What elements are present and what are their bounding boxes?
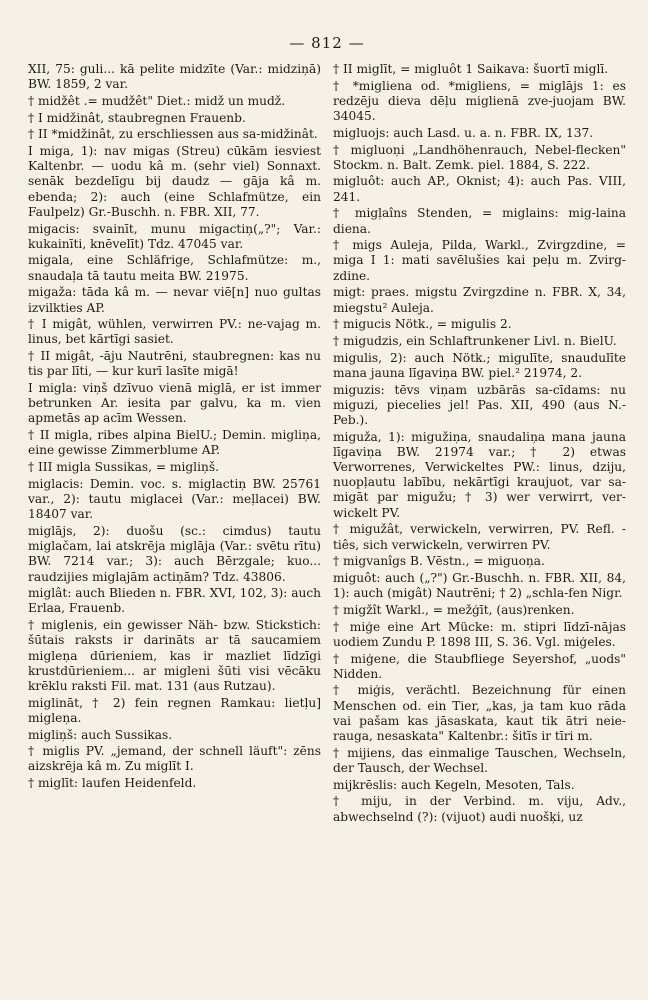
dictionary-entry: migaža: tāda kâ m. — nevar viē[n] nuo gultas izvilkties AP.: [28, 285, 321, 315]
dictionary-entry: † miju, in der Verbind. m. viju, Adv., abwechselnd (?): (vijuot) audi nuošķi, uz: [333, 794, 626, 824]
dictionary-entry: † miģene, die Staubfliege Seyershof, „uods" Nidden.: [333, 651, 626, 681]
dictionary-entry: mijkrēslis: auch Kegeln, Mesoten, Tals.: [333, 777, 575, 792]
dictionary-entry: † II *midžinât, zu erschliessen aus sa-midžinât.: [28, 127, 318, 142]
columns: [28, 62, 626, 826]
right-column: [333, 62, 626, 826]
dictionary-entry: migt: praes. migstu Zvirgzdine n. FBR. X, 34, miegstu² Auleja.: [333, 285, 626, 315]
dictionary-entry: miglināt, † 2) fein regnen Ramkau: lietļu] migleņa.: [28, 695, 321, 725]
dictionary-entry: † migužât, verwickeln, verwirren, PV. Refl. -tiês, sich verwickeln, verwirren PV.: [333, 522, 626, 552]
dictionary-entry: migliņš: auch Sussikas.: [28, 727, 173, 742]
dictionary-entry: † migs Auleja, Pilda, Warkl., Zvirgzdine, = miga I 1: mati savēlušies kai peļu m. Zvirg-zdine.: [333, 238, 626, 283]
dictionary-entry: miguzis: tēvs viņam uzbārās sa-cīdams: nu miguzi, piecelies jel! Pas. XII, 490 (aus N.-Peb.).: [333, 382, 626, 427]
dictionary-entry: † II migla, ribes alpina BielU.; Demin. migliņa, eine gewisse Zimmerblume AP.: [28, 428, 321, 458]
dictionary-entry: migluôt: auch AP., Oknist; 4): auch Pas. VIII, 241.: [333, 174, 626, 204]
dictionary-entry: † migvanîgs B. Vēstn., = miguoņa.: [333, 554, 545, 569]
dictionary-entry: miglât: auch Blieden n. FBR. XVI, 102, 3): auch Erlaa, Frauenb.: [28, 586, 321, 616]
dictionary-entry: † miģe eine Art Mücke: m. stipri līdzī-nājas uodiem Zundu P. 1898 III, S. 36. Vgl. miģeles.: [333, 619, 626, 649]
dictionary-entry: † migluoņi „Landhöhenrauch, Nebel-flecken" Stockm. n. Balt. Zemk. piel. 1884, S. 222.: [333, 142, 626, 172]
dictionary-entry: migala, eine Schläfrige, Schlafmütze: m., snaudaļa tā tautu meita BW. 21975.: [28, 253, 321, 283]
dictionary-entry: † III migla Sussikas, = migliņš.: [28, 460, 219, 475]
dictionary-entry: † migucis Nötk., = migulis 2.: [333, 317, 512, 332]
dictionary-entry: † *migliena od. *migliens, = miglājs 1: es redzēju dieva dēļu miglienā zve-juojam BW. 34045.: [333, 78, 626, 124]
dictionary-entry: † I migât, wühlen, verwirren PV.: ne-vajag m. linus, bet kārtīgi sasiet.: [28, 317, 321, 347]
dictionary-entry: † miģis, verächtl. Bezeichnung für einen Menschen od. ein Tier, „kas, ja tam kuo rāda vai pašam kas jāsaskata, kaut tik ātri neie-rauga, nesaskata" Kaltenbr.: šitīs ir tīri m.: [333, 683, 626, 744]
dictionary-entry: † II migât, -āju Nautrēni, staubregnen: kas nu tis par līti, — kur kurī lasīte migā!: [28, 349, 321, 379]
dictionary-entry: † miglīt: laufen Heidenfeld.: [28, 776, 197, 791]
dictionary-entry: migluojs: auch Lasd. u. a. n. FBR. IX, 137.: [333, 125, 594, 140]
dictionary-entry: miguôt: auch („?") Gr.-Buschh. n. FBR. XII, 84, 1): auch (migât) Nautrēni; † 2) „schla-fen Nigr.: [333, 571, 626, 601]
dictionary-entry: † I midžinât, staubregnen Frauenb.: [28, 110, 246, 125]
left-column: [28, 62, 321, 826]
dictionary-entry: † migžît Warkl., = mežģīt, (aus)renken.: [333, 602, 575, 617]
dictionary-entry: † migudzis, ein Schlaftrunkener Livl. n. BielU.: [333, 333, 617, 348]
dictionary-entry: † II miglīt, = migluôt 1 Saikava: šuortī miglī.: [333, 62, 609, 76]
dictionary-entry: † miglenis, ein gewisser Näh- bzw. Stickstich: šūtais raksts ir darināts ar tā saucamiem migleņa dūrieniem, kas ir mazliet līdzīgi krustdūrieniem... ar migleni šūti visi vēcāku krēklu raksti Fil. mat. 131 (aus Rutzau).: [28, 618, 321, 693]
dictionary-entry: miglacis: Demin. voc. s. miglactiņ BW. 25761 var., 2): tautu miglacei (Var.: meļlacei) BW. 18407 var.: [28, 476, 321, 522]
dictionary-entry: miguža, 1): migužiņa, snaudaliņa mana jauna līgaviņa BW. 21974 var.; † 2) etwas Verworrenes, Verwickeltes PW.: linus, dziju, nuopļautu labību, nekārtīgi kraujuot, var sa-migāt par migužu; † 3) wer verwirrt, ver-wickelt PV.: [333, 429, 626, 520]
dictionary-entry: I migla: viņš dzīvuo vienā miglā, er ist immer betrunken Ar. iesita par galvu, ka m. vien apmetās ap acīm Wessen.: [28, 381, 321, 426]
dictionary-entry: miglājs, 2): duošu (sc.: cimdus) tautu miglačam, lai atskrēja miglāja (Var.: svētu rītu) BW. 7214 var.; 3): auch Bērzgale; kuo... raudzijies miglajām actiņām? Tdz. 43806.: [28, 523, 321, 584]
dictionary-entry: † mijiens, das einmalige Tauschen, Wechseln, der Tausch, der Wechsel.: [333, 745, 626, 775]
dictionary-entry: † migļaîns Stenden, = miglains: mig-laina diena.: [333, 206, 626, 236]
page-number: — 812 —: [289, 34, 365, 52]
dictionary-entry: XII, 75: guli... kā pelite midzīte (Var.: midziņā) BW. 1859, 2 var.: [28, 62, 321, 92]
dictionary-entry: † miglis PV. „jemand, der schnell läuft": zēns aizskrēja kâ m. Zu miglīt I.: [28, 744, 321, 774]
dictionary-entry: migacis: svainīt, munu migactiņ(„?"; Var.: kukainīti, knēvelīt) Tdz. 47045 var.: [28, 221, 321, 251]
dictionary-entry: † midžêt .= mudžêt" Diet.: midž un mudž.: [28, 93, 286, 108]
dictionary-entry: I miga, 1): nav migas (Streu) cūkām iesviest Kaltenbr. — uodu kâ m. (sehr viel) Sonnaxt. senāk bezdelīgu bij daudz — gāja kâ m. ebenda; 2): auch (eine Schlafmütze, ein Faulpelz) Gr.-Buschh. n. FBR. XII, 77.: [28, 144, 321, 219]
dictionary-entry: migulis, 2): auch Nötk.; migulīte, snaudulīte mana jauna līgaviņa BW. piel.² 21974, 2.: [333, 350, 626, 380]
